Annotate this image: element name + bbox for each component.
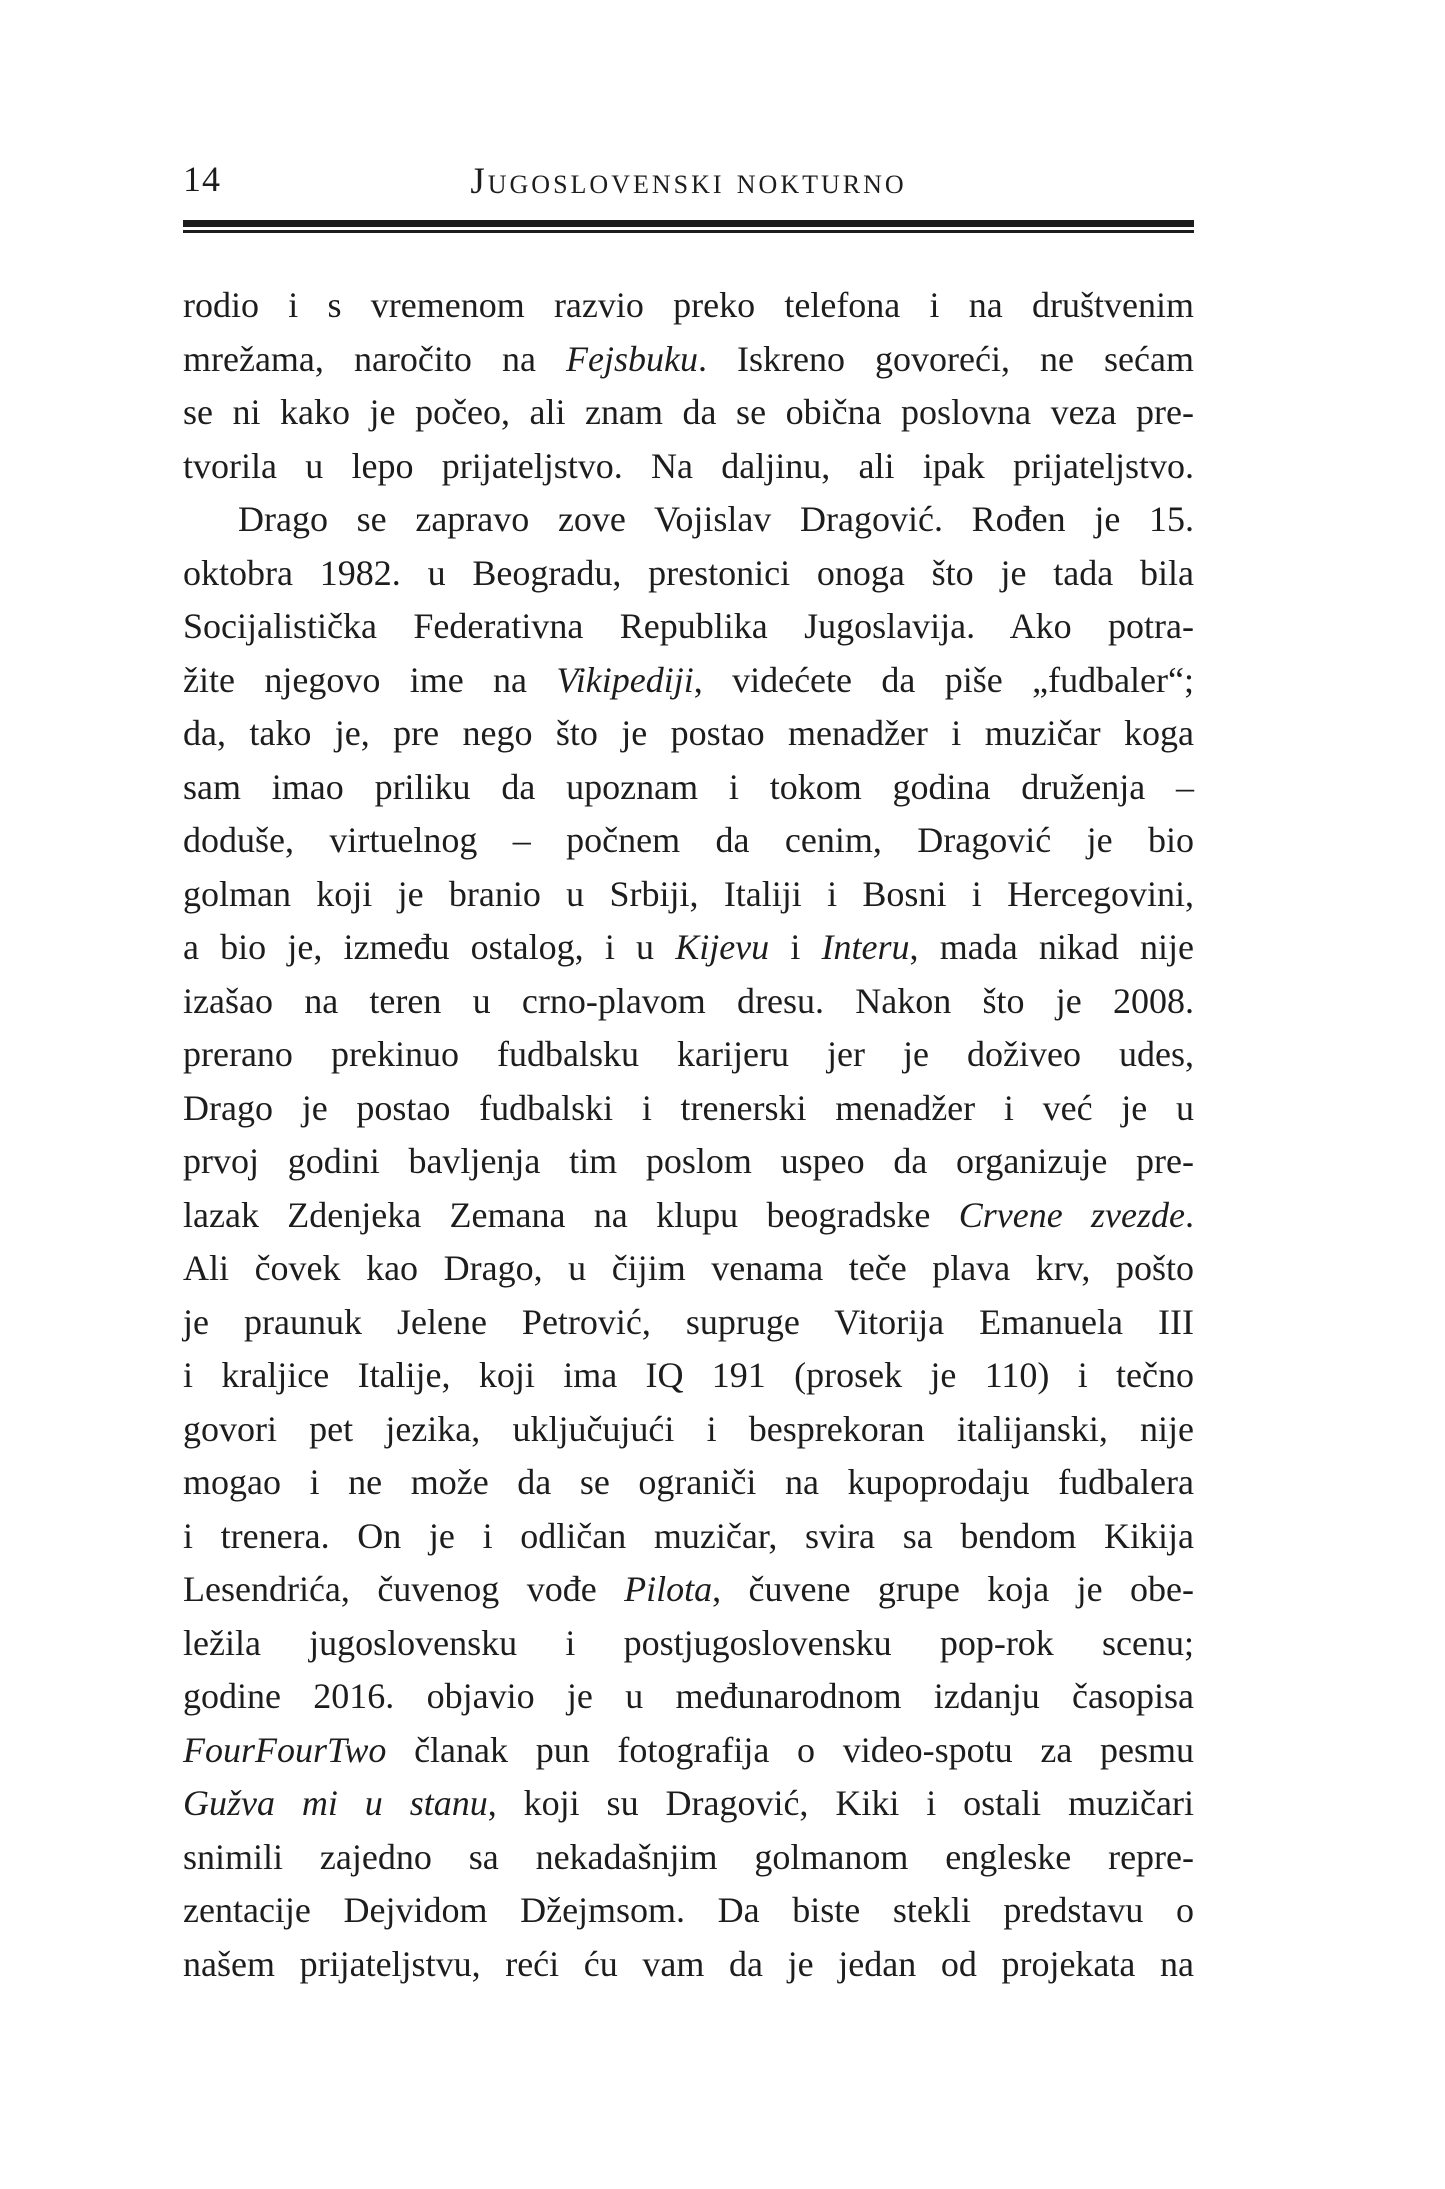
text-line xyxy=(183,1938,1194,1992)
text-line xyxy=(183,1724,1194,1778)
text-segment: , videćete da piše „fudbaler“; xyxy=(693,659,1195,700)
italic-phrase: FourFourTwo xyxy=(183,1729,387,1770)
text-line xyxy=(183,1028,1194,1082)
text-segment: , mada nikad nije xyxy=(909,927,1194,967)
text-line xyxy=(183,440,1194,494)
text-segment: a bio je, između ostalog, i u xyxy=(183,927,676,967)
text-segment: , koji su Dragović, Kiki i ostali muzičari xyxy=(487,1783,1194,1823)
text-segment: članak pun fotografija o video-spotu za pesmu xyxy=(386,1729,1194,1770)
text-line xyxy=(183,1189,1194,1243)
text-segment: prvoj godini bavljenja tim poslom uspeo da organizuje pre- xyxy=(183,1141,1194,1181)
running-title: Jugoslovenski nokturno xyxy=(470,161,907,202)
text-segment: doduše, virtuelnog – počnem da cenim, Dragović je bio xyxy=(183,820,1194,860)
italic-phrase: Kijevu xyxy=(675,927,770,967)
text-segment: lazak Zdenjeka Zemana na klupu beogradske xyxy=(183,1194,959,1235)
italic-phrase: Vikipediji xyxy=(556,659,694,700)
text-segment: žite njegovo ime na xyxy=(183,659,557,700)
text-line xyxy=(183,707,1194,761)
text-line xyxy=(183,1884,1194,1938)
italic-phrase: Crvene zvezde xyxy=(958,1194,1185,1235)
text-line xyxy=(183,386,1194,440)
body-text xyxy=(183,279,1194,1991)
text-segment: i trenera. On je i odličan muzičar, svira sa bendom Kikija xyxy=(183,1515,1194,1556)
text-segment: ležila jugoslovensku i postjugoslovensku pop-rok scenu; xyxy=(183,1622,1194,1663)
text-segment: godine 2016. objavio je u međunarodnom izdanju časopisa xyxy=(183,1676,1194,1716)
text-segment: se ni kako je počeo, ali znam da se obična poslovna veza pre- xyxy=(183,392,1194,432)
italic-phrase: Pilota xyxy=(624,1569,713,1609)
text-line xyxy=(183,814,1194,868)
italic-phrase: Fejsbuku xyxy=(565,338,698,379)
text-segment: je praunuk Jelene Petrović, supruge Vitorija Emanuela III xyxy=(183,1301,1194,1342)
text-segment: da, tako je, pre nego što je postao menadžer i muzičar koga xyxy=(183,713,1194,753)
text-segment: , čuvene grupe koja je obe- xyxy=(712,1569,1194,1609)
text-line xyxy=(183,1617,1194,1671)
text-line xyxy=(183,1670,1194,1724)
text-line xyxy=(183,654,1194,708)
text-line xyxy=(183,1349,1194,1403)
text-segment: snimili zajedno sa nekadašnjim golmanom engleske repre- xyxy=(183,1836,1194,1877)
text-segment: rodio i s vremenom razvio preko telefona i na društvenim xyxy=(183,285,1194,325)
text-segment: govori pet jezika, uključujući i besprekoran italijanski, nije xyxy=(183,1408,1194,1449)
text-line xyxy=(183,868,1194,922)
text-line xyxy=(183,1135,1194,1189)
text-line xyxy=(183,1242,1194,1296)
header-double-rule xyxy=(183,220,1194,233)
text-line xyxy=(183,1831,1194,1885)
text-segment: golman koji je branio u Srbiji, Italiji i Bosni i Hercegovini, xyxy=(183,873,1194,914)
text-segment: Lesendrića, čuvenog vođe xyxy=(183,1569,625,1609)
text-segment: oktobra 1982. u Beogradu, prestonici onoga što je tada bila xyxy=(183,552,1194,593)
text-segment: Drago se zapravo zove Vojislav Dragović. Rođen je 15. xyxy=(238,499,1194,539)
text-line xyxy=(183,975,1194,1029)
text-line xyxy=(183,921,1194,975)
text-line xyxy=(183,761,1194,815)
text-line xyxy=(183,1510,1194,1564)
text-segment: prerano prekinuo fudbalsku karijeru jer je doživeo udes, xyxy=(183,1034,1194,1074)
text-segment: i xyxy=(769,927,822,967)
text-segment: . Iskreno govoreći, ne sećam xyxy=(697,338,1194,379)
text-segment: izašao na teren u crno-plavom dresu. Nakon što je 2008. xyxy=(183,980,1194,1021)
text-line xyxy=(183,1082,1194,1136)
italic-phrase: Interu xyxy=(821,927,910,967)
text-line xyxy=(183,333,1194,387)
text-line xyxy=(183,1563,1194,1617)
text-segment: mrežama, naročito na xyxy=(183,338,566,379)
text-segment: Drago je postao fudbalski i trenerski menadžer i već je u xyxy=(183,1087,1194,1128)
text-segment: našem prijateljstvu, reći ću vam da je jedan od projekata na xyxy=(183,1943,1194,1984)
text-segment: Ali čovek kao Drago, u čijim venama teče plava krv, pošto xyxy=(183,1248,1194,1288)
text-segment: . xyxy=(1184,1194,1194,1235)
text-segment: mogao i ne može da se ograniči na kupoprodaju fudbalera xyxy=(183,1462,1194,1502)
text-line xyxy=(183,600,1194,654)
text-segment: zentacije Dejvidom Džejmsom. Da biste stekli predstavu o xyxy=(183,1890,1194,1930)
text-segment: i kraljice Italije, koji ima IQ 191 (prosek je 110) i tečno xyxy=(183,1355,1194,1395)
text-segment: tvorila u lepo prijateljstvo. Na daljinu, ali ipak prijateljstvo. xyxy=(183,445,1194,486)
italic-phrase: Gužva mi u stanu xyxy=(183,1783,488,1823)
text-segment: Socijalistička Federativna Republika Jugoslavija. Ako potra- xyxy=(183,606,1194,646)
page-number: 14 xyxy=(183,159,221,199)
text-line xyxy=(183,547,1194,601)
text-line xyxy=(183,279,1194,333)
text-line xyxy=(183,1456,1194,1510)
text-segment: sam imao priliku da upoznam i tokom godina druženja – xyxy=(183,766,1194,807)
text-line xyxy=(183,1777,1194,1831)
text-line xyxy=(183,493,1194,547)
text-line xyxy=(183,1296,1194,1350)
text-line xyxy=(183,1403,1194,1457)
